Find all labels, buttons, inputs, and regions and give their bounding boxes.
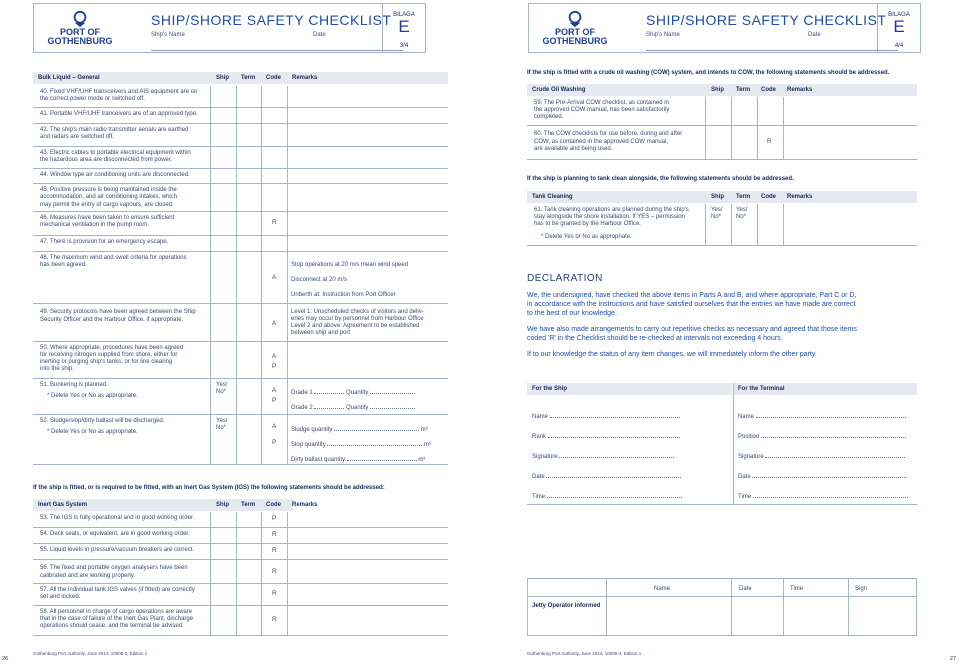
declaration-line: in accordance with the instructions and have satisfied ourselves that the entries we have made are correct <box>527 301 856 308</box>
for-terminal-title: For the Terminal <box>738 386 785 392</box>
checklist-row <box>33 544 448 560</box>
col-divider <box>287 86 288 465</box>
terminal-date-field[interactable] <box>738 472 907 482</box>
slop-field[interactable] <box>291 440 431 450</box>
item-text: 40. Fixed VHF/UHF transceivers and AIS equipment are on <box>40 89 198 95</box>
item-text: stay alongside the shore installation. If YES – permission <box>534 214 685 220</box>
code-mark: A <box>272 274 277 281</box>
page-number: 27 <box>949 656 956 662</box>
code-mark: R <box>767 138 772 145</box>
item-text: 46. Measures have been taken to ensure sufficient <box>40 215 175 221</box>
checklist-row <box>33 212 448 236</box>
item-text: into the ship. <box>40 366 75 372</box>
checklist-row <box>33 169 448 184</box>
yes-no-option[interactable]: Yes/ <box>216 418 228 424</box>
col-code: Code <box>266 75 281 81</box>
port-logo <box>42 10 118 50</box>
checklist-row <box>33 147 448 169</box>
terminal-position-field[interactable] <box>738 432 906 442</box>
col-remarks: Remarks <box>787 87 813 93</box>
field-label: Name <box>738 414 755 420</box>
checklist-row <box>33 342 448 379</box>
logo-line1: PORT OF <box>60 27 100 37</box>
sludge-field[interactable] <box>291 425 428 435</box>
item-text: COW, as contained in the approved COW manual, <box>534 139 669 145</box>
jetty-col-date: Date <box>739 586 752 592</box>
quantity-label: Quantity <box>346 390 369 396</box>
page-title: SHIP/SHORE SAFETY CHECKLIST <box>646 12 887 28</box>
col-divider <box>287 512 288 636</box>
sludge-label: Sludge quantity <box>291 427 333 433</box>
col-code: Code <box>266 502 281 508</box>
code-mark: R <box>272 547 277 554</box>
checklist-row <box>33 304 448 342</box>
page-of: 3/4 <box>399 43 409 49</box>
col-divider <box>783 204 784 246</box>
page-header <box>528 3 921 53</box>
unit-label: m³ <box>420 427 428 433</box>
ship-name-field[interactable] <box>532 412 680 422</box>
jetty-col-name: Name <box>654 586 671 592</box>
cow-header <box>527 84 917 96</box>
item-text: has to be granted by the Harbour Office. <box>534 221 641 227</box>
dirty-label: Dirty ballast quantity <box>291 457 346 463</box>
logo-line2: GOTHENBURG <box>542 36 608 46</box>
item-text: 55. Liquid levels in pressure/vacuum breakers are correct. <box>40 547 195 553</box>
code-mark: R <box>272 219 277 226</box>
grade-field[interactable] <box>291 403 415 413</box>
quantity-label: Quantity <box>346 405 369 411</box>
item-text: 58. All personnel in charge of cargo operations are aware <box>40 609 193 615</box>
field-label: Signature <box>738 454 764 460</box>
code-mark: P <box>272 363 277 370</box>
unit-label: m³ <box>424 442 432 448</box>
bilaga-label: BILAGA <box>888 12 910 18</box>
divider <box>527 504 917 505</box>
item-text: 41. Portable VHF/UHF tranceivers are of an approved type. <box>40 111 198 117</box>
item-text: completed. <box>534 114 564 120</box>
item-text: 44. Window type air conditioning units are disconnected. <box>40 172 190 178</box>
item-text: are available and being used. <box>534 146 613 152</box>
code-mark: R <box>272 531 277 538</box>
item-text: 48. The maximum wind and swell criteria for operations <box>40 255 187 261</box>
col-divider <box>733 383 734 505</box>
remark-text: between ship and port <box>291 330 351 336</box>
yes-no-option[interactable]: Yes/ <box>711 207 723 213</box>
bilaga-box <box>877 4 920 52</box>
declaration-line: coded 'R' in the Checklist should be re-checked at intervals not exceeding 4 hours. <box>527 335 783 342</box>
yes-no-option[interactable]: Yes/ <box>736 207 748 213</box>
terminal-time-field[interactable] <box>738 492 908 502</box>
page-number: 26 <box>2 656 9 662</box>
field-label: Position <box>738 434 760 440</box>
ship-date-field[interactable] <box>532 472 681 482</box>
checklist-row <box>33 606 448 636</box>
ships-name-label: Ship's Name <box>151 32 185 38</box>
item-text: * Delete Yes or No as appropriate. <box>541 234 632 240</box>
ship-time-field[interactable] <box>532 492 682 502</box>
tank-title: Tank Cleaning <box>532 194 573 200</box>
jetty-table <box>527 578 917 636</box>
bulk-header <box>33 72 448 84</box>
date-label: Date <box>808 32 821 38</box>
checklist-row <box>33 184 448 212</box>
code-mark: P <box>272 439 277 446</box>
col-ship: Ship <box>711 194 724 200</box>
item-text: 49. Security protocols have been agreed between the Ship <box>40 309 196 315</box>
ships-name-label: Ship's Name <box>646 32 680 38</box>
col-divider <box>261 86 262 465</box>
item-text: that in the case of failure of the Inert Gas Plant, discharge <box>40 616 194 622</box>
code-mark: R <box>272 590 277 597</box>
item-text: the correct power mode or switched off. <box>40 96 145 102</box>
remark-text: Level 1: Unscheduled checks of visitors and deliv- <box>291 309 424 315</box>
right-page <box>480 0 960 664</box>
bilaga-letter: E <box>398 17 410 36</box>
item-text: 50. Where appropriate, procedures have been agreed <box>40 345 184 351</box>
col-code: Code <box>761 194 776 200</box>
item-text: 52. Sludge/slop/dirty ballast will be discharged. <box>40 418 165 424</box>
header-fill-line[interactable] <box>646 50 898 51</box>
col-ship: Ship <box>216 502 229 508</box>
yes-no-option[interactable]: No* <box>736 214 747 220</box>
checklist-row <box>33 584 448 606</box>
code-mark: R <box>272 616 277 623</box>
page-footer: Gothenburg Port Authority, June 2014, 10005-4, Edition 1 <box>527 651 642 656</box>
col-remarks: Remarks <box>787 194 813 200</box>
remark-text: Stop operations at 20 m/s mean wind speed <box>291 262 409 268</box>
col-divider <box>757 204 758 246</box>
tank-intro: If the ship is planning to tank clean alongside, the following statements should be addressed. <box>527 176 794 182</box>
jetty-col-sign: Sign <box>855 586 868 592</box>
cow-title: Crude Oil Washing <box>532 87 586 93</box>
col-ship: Ship <box>216 75 229 81</box>
field-label: Name <box>532 414 549 420</box>
field-label: Time <box>532 494 546 500</box>
declaration-line: We, the undersigned, have checked the above items in Parts A and B, and where appropriate, Part C or D, <box>527 292 857 299</box>
remark-text: Disconnect at 20 m/s <box>291 277 348 283</box>
item-text: may permit the entry of cargo vapours, are closed. <box>40 202 174 208</box>
logo-line1: PORT OF <box>555 27 595 37</box>
code-mark: A <box>272 423 277 430</box>
checklist-row <box>33 124 448 147</box>
code-mark: A <box>272 353 277 360</box>
col-divider <box>705 97 706 160</box>
item-text: 61. Tank cleaning operations are planned during the ship's <box>534 207 689 213</box>
col-remarks: Remarks <box>292 75 318 81</box>
code-mark: P <box>272 515 277 522</box>
declaration-title: DECLARATION <box>527 273 603 284</box>
checklist-row <box>33 86 448 108</box>
yes-no-option[interactable]: No* <box>711 214 722 220</box>
cow-intro: If the ship is fitted with a crude oil washing (COW) system, and intends to COW, the following statements should be addressed. <box>527 70 890 76</box>
checklist-row <box>527 126 917 160</box>
grade-label: Grade 2 <box>291 405 313 411</box>
igs-intro: If the ship is fitted, or is required to be fitted, with an Inert Gas System (IGS) the following statements should be addressed: <box>33 485 385 491</box>
checklist-row <box>33 415 448 465</box>
col-divider <box>783 97 784 160</box>
item-text: 56. The fixed and portable oxygen analysers have been <box>40 565 188 571</box>
igs-header <box>33 499 318 511</box>
yes-no-option[interactable]: No* <box>216 389 227 395</box>
ship-signature-field[interactable] <box>532 452 674 462</box>
col-divider <box>705 204 706 246</box>
for-ship-header <box>527 383 732 395</box>
checklist-row <box>33 560 448 584</box>
item-text: * Delete Yes or No as appropriate. <box>47 429 138 435</box>
item-text: mechanical ventilation in the pump room. <box>40 222 150 228</box>
checklist-row <box>33 252 448 304</box>
item-text: 51. Bunkering is planned. <box>40 382 108 388</box>
page-footer: Gothenburg Port Authority, June 2014, 10005-3, Edition 1 <box>33 651 148 656</box>
bilaga-box <box>382 4 425 52</box>
col-remarks: Remarks <box>292 502 318 508</box>
bilaga-letter: E <box>893 17 905 36</box>
remark-text: Unberth at: Instruction from Port Officer <box>291 292 396 298</box>
item-text: 47. There is provision for an emergency escape. <box>40 239 169 245</box>
code-mark: R <box>272 568 277 575</box>
col-divider <box>210 86 211 465</box>
code-mark: P <box>272 397 277 404</box>
remark-text: Level 2 and above: Agreement to be established <box>291 323 420 329</box>
yes-no-option[interactable]: Yes/ <box>216 382 228 388</box>
field-label: Signature <box>532 454 558 460</box>
item-text: 59. The Pre-Arrival COW checklist, as contained in <box>534 100 669 106</box>
declaration-line: If to our knowledge the status of any item changes, we will immediately inform the other party. <box>527 351 817 358</box>
page-title: SHIP/SHORE SAFETY CHECKLIST <box>151 12 392 28</box>
page-header <box>33 3 426 53</box>
item-text: the approved COW manual, has been satisfactorily <box>534 107 670 113</box>
item-text: 43. Electric cables to portable electrical equipment within <box>40 150 191 156</box>
ship-rank-field[interactable] <box>532 432 680 442</box>
code-mark: A <box>272 387 277 394</box>
logo-line2: GOTHENBURG <box>47 36 113 46</box>
field-label: Time <box>738 494 752 500</box>
grade-field[interactable] <box>291 388 415 398</box>
checklist-row <box>33 379 448 415</box>
col-term: Term <box>736 194 751 200</box>
port-emblem-icon <box>71 10 89 28</box>
item-text: 60. The COW checklists for use before, during and after <box>534 131 683 137</box>
tank-header <box>527 191 917 203</box>
unit-label: m³ <box>418 457 426 463</box>
terminal-signature-field[interactable] <box>738 452 905 462</box>
item-text: and radars are switched off. <box>40 134 114 140</box>
bilaga-label: BILAGA <box>393 12 415 18</box>
item-text: calibrated and are working properly. <box>40 573 135 579</box>
item-text: 42. The ship's main radio transmitter aerials are earthed <box>40 127 189 133</box>
checklist-row <box>33 108 448 124</box>
item-text: 45. Positive pressure is being maintained inside the <box>40 187 177 193</box>
item-text: 54. Deck seals, or equivalent, are in good working order. <box>40 531 190 537</box>
declaration-line: We have also made arrangements to carry out repetitive checks as necessary and agreed that those items <box>527 326 857 333</box>
item-text: the hazardous area are disconnected from power. <box>40 157 173 163</box>
igs-title: Inert Gas System <box>38 502 88 508</box>
item-text: for receiving nitrogen supplied from shore, either for <box>40 352 178 358</box>
col-divider <box>236 86 237 465</box>
col-divider <box>210 512 211 636</box>
bulk-title: Bulk Liquid – General <box>38 75 100 81</box>
checklist-row <box>33 236 448 252</box>
port-logo <box>537 10 613 50</box>
field-label: Date <box>738 474 751 480</box>
field-label: Date <box>532 474 545 480</box>
field-label: Rank <box>532 434 547 440</box>
col-term: Term <box>241 502 256 508</box>
item-text: has been agreed. <box>40 262 87 268</box>
dirty-ballast-field[interactable] <box>291 455 425 465</box>
jetty-label: Jetty Operator informed <box>532 603 601 609</box>
item-text: 53. The IGS is fully operational and in good working order. <box>40 515 195 521</box>
col-term: Term <box>736 87 751 93</box>
col-divider <box>261 512 262 636</box>
port-emblem-icon <box>566 10 584 28</box>
yes-no-option[interactable]: No* <box>216 425 227 431</box>
col-divider <box>731 97 732 160</box>
col-term: Term <box>241 75 256 81</box>
code-mark: A <box>272 320 277 327</box>
col-divider <box>731 204 732 246</box>
header-fill-line[interactable] <box>151 50 403 51</box>
checklist-row <box>527 97 917 126</box>
item-text: 57. All the individual tank IGS valves (if fitted) are correctly <box>40 587 195 593</box>
col-divider <box>236 512 237 636</box>
checklist-row <box>33 512 448 528</box>
page-of: 4/4 <box>894 43 904 49</box>
item-text: * Delete Yes or No as appropriate. <box>47 393 138 399</box>
checklist-row <box>527 204 917 246</box>
item-text: operations should cease, and the terminal be advised. <box>40 623 184 629</box>
item-text: inerting or purging ship's tanks, or for line clearing <box>40 359 173 365</box>
declaration-line: to the best of our knowledge. <box>527 310 617 317</box>
item-text: set and locked. <box>40 594 81 600</box>
for-terminal-header <box>734 383 917 395</box>
for-ship-title: For the Ship <box>532 386 567 392</box>
col-ship: Ship <box>711 87 724 93</box>
col-code: Code <box>761 87 776 93</box>
grade-label: Grade 1 <box>291 390 313 396</box>
terminal-name-field[interactable] <box>738 412 906 422</box>
checklist-row <box>33 528 448 544</box>
item-text: Security Officer and the Harbour Office, if appropriate. <box>40 317 184 323</box>
col-divider <box>757 97 758 160</box>
item-text: accommodation, and air conditioning intakes, which <box>40 194 178 200</box>
date-label: Date <box>313 32 326 38</box>
jetty-col-time: Time <box>790 586 804 592</box>
slop-label: Slop quantity <box>291 442 326 448</box>
remark-text: eries may occur by personnel from Harbour Office <box>291 316 424 322</box>
